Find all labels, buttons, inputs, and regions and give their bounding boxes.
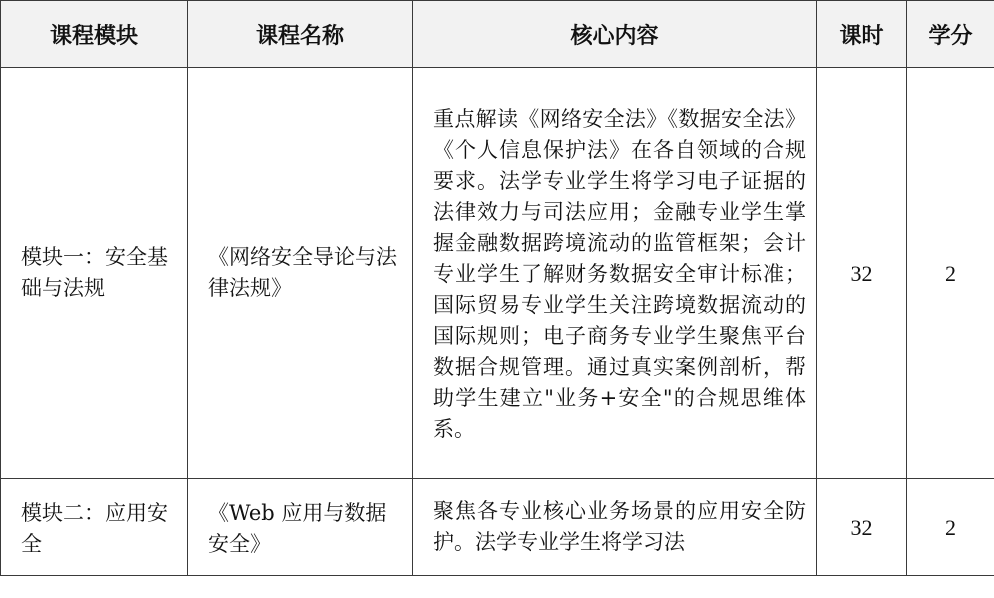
- cell-credits: 2: [907, 479, 994, 576]
- header-class-hours: 课时: [817, 1, 907, 68]
- cell-class-hours: 32: [817, 479, 907, 576]
- cell-module: 模块二：应用安全: [1, 479, 188, 576]
- cell-course-name: 《网络安全导论与法律法规》: [188, 68, 413, 479]
- table-header-row: [1, 1, 994, 68]
- cell-core-content: 聚焦各专业核心业务场景的应用安全防护。法学专业学生将学习法: [413, 479, 817, 576]
- table-row: [1, 479, 994, 576]
- table-row: [1, 68, 994, 479]
- cell-module: 模块一：安全基础与法规: [1, 68, 188, 479]
- cell-class-hours: 32: [817, 68, 907, 479]
- header-credits: 学分: [907, 1, 994, 68]
- header-course-name: 课程名称: [188, 1, 413, 68]
- header-core-content: 核心内容: [413, 1, 817, 68]
- header-course-module: 课程模块: [1, 1, 188, 68]
- cell-credits: 2: [907, 68, 994, 479]
- cell-course-name: 《Web 应用与数据安全》: [188, 479, 413, 576]
- cell-core-content: 重点解读《网络安全法》《数据安全法》《个人信息保护法》在各自领域的合规要求。法学专业学生将学习电子证据的法律效力与司法应用；金融专业学生掌握金融数据跨境流动的监管框架；会计专业学生了解财务数据安全审计标准；国际贸易专业学生关注跨境数据流动的国际规则；电子商务专业学生聚焦平台数据合规管理。通过真实案例剖析，帮助学生建立"业务+安全"的合规思维体系。: [413, 68, 817, 479]
